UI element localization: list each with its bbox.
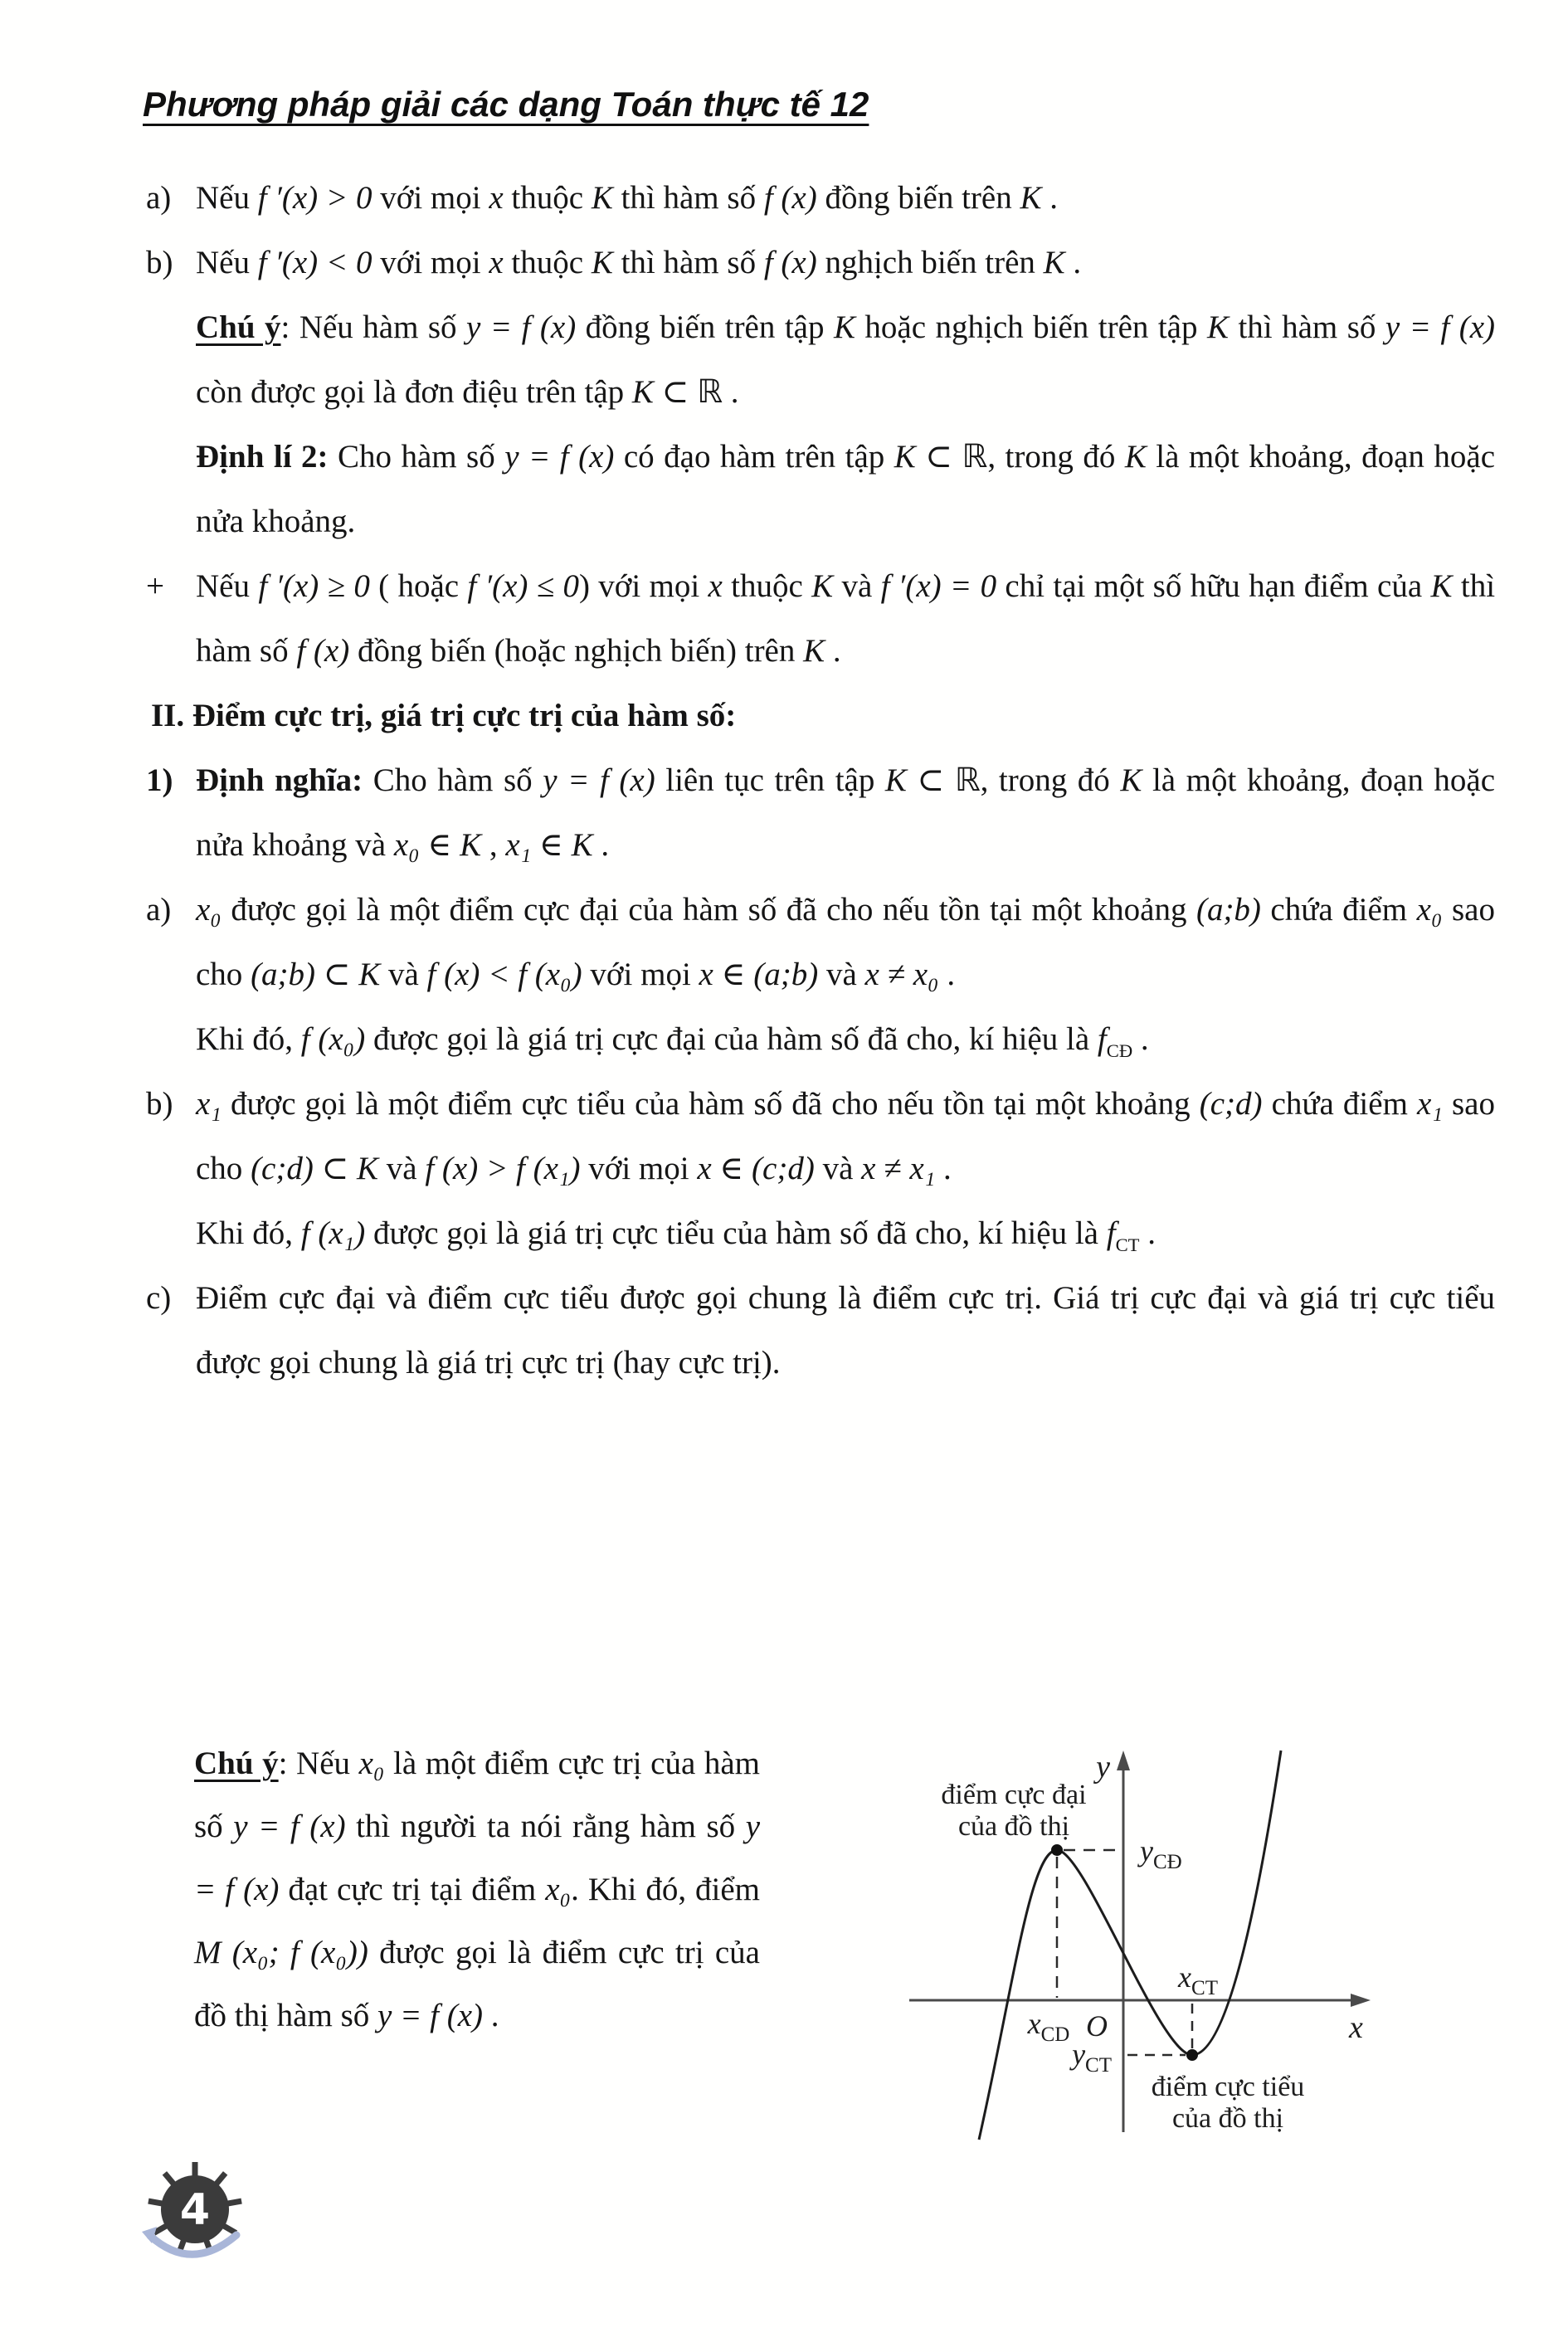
text-run: đồng biến trên	[816, 180, 1020, 216]
paragraph	[141, 166, 1495, 231]
text-run: và	[818, 957, 865, 992]
text-run: với mọi	[372, 245, 489, 280]
text-run: , trong đó	[980, 762, 1121, 798]
text-run: f ′(x) < 0	[257, 245, 373, 280]
list-marker: a)	[146, 180, 172, 216]
text-run: f ′(x) ≤ 0	[467, 568, 579, 604]
max-point-caption-line2: của đồ thị	[957, 1811, 1070, 1842]
text-run: x ≠ x₀	[864, 957, 939, 992]
text-run: f	[1106, 1215, 1116, 1251]
text-run: .	[825, 633, 841, 669]
y-ct-label	[1069, 2038, 1112, 2077]
text-run: .	[1139, 1215, 1156, 1251]
text-run: K	[803, 633, 825, 669]
text-run: x	[489, 245, 504, 280]
text-run: K	[1020, 180, 1042, 216]
paragraph	[141, 1072, 1495, 1201]
text-run: ,	[481, 827, 506, 863]
extrema-graph-figure	[898, 1727, 1435, 2155]
paragraph	[141, 1007, 1495, 1072]
maximum-point	[1051, 1844, 1063, 1856]
text-run: f (x) < f (x₀)	[426, 957, 582, 992]
text-run: .	[1132, 1021, 1149, 1057]
text-run: thì hàm số	[612, 180, 764, 216]
paragraph	[141, 1201, 1495, 1266]
min-point-caption-line1: điểm cực tiểu	[1151, 2072, 1305, 2102]
text-run: còn được gọi là đơn điệu trên tập	[196, 374, 632, 410]
text-run: K	[811, 568, 834, 604]
paragraph	[141, 425, 1495, 554]
text-run: Cho hàm số	[363, 762, 543, 798]
text-run: y = f (x)	[233, 1809, 346, 1844]
text-run: được gọi là giá trị cực tiểu của hàm số đã cho, kí hiệu là	[365, 1215, 1107, 1251]
paragraph	[141, 748, 1495, 878]
text-run: ) với mọi	[578, 568, 709, 604]
paragraph	[141, 1266, 1495, 1395]
text-run: , trong đó	[987, 439, 1125, 475]
y-cd-label	[1137, 1834, 1182, 1873]
text-run: x₀	[358, 1746, 385, 1781]
text-run: thì người ta nói rằng hàm số	[345, 1809, 746, 1844]
origin-label: O	[1086, 2009, 1108, 2043]
text-run: là một khoảng, đoạn hoặc nửa khoảng và	[196, 762, 1496, 863]
text-run: ( hoặc	[369, 568, 468, 604]
text-run: .	[1064, 245, 1082, 280]
text-run: được gọi là một điểm cực tiểu của hàm số đã cho nếu tồn tại một khoảng	[221, 1086, 1200, 1122]
text-run: thuộc	[503, 180, 592, 216]
text-run: Nếu	[196, 568, 259, 604]
text-run: CT	[1115, 1234, 1140, 1255]
text-run: là một khoảng, đoạn hoặc nửa khoảng.	[196, 439, 1496, 539]
x-ct-label	[1177, 1960, 1218, 1999]
text-run: y = f (x)	[543, 762, 655, 798]
page-header-title: Phương pháp giải các dạng Toán thực tế 12	[143, 85, 869, 124]
text-run: K	[1120, 762, 1142, 798]
text-run: (a;b)	[1195, 892, 1261, 928]
text-run: K	[1124, 439, 1147, 475]
text-run: có đạo hàm trên tập	[614, 439, 894, 475]
text-run: x ∈ (a;b)	[699, 957, 819, 992]
text-run: đồng biến (hoặc nghịch biến) trên	[349, 633, 804, 669]
text-run: (c;d)	[1199, 1086, 1263, 1122]
text-run: x₁	[1417, 1086, 1443, 1122]
text-run: CĐ	[1106, 1040, 1133, 1061]
text-run: thì hàm số	[1228, 309, 1385, 345]
page-number-badge	[135, 2155, 268, 2296]
text-run: f ′(x) ≥ 0	[258, 568, 370, 604]
min-point-caption-line2: của đồ thị	[1171, 2103, 1284, 2134]
text-run: được gọi là giá trị cực đại của hàm số đã cho, kí hiệu là	[365, 1021, 1098, 1057]
x-axis-arrow-icon	[1351, 1994, 1371, 2007]
text-run: f (x₀)	[300, 1021, 366, 1057]
text-run: đạt cực trị tại điểm	[279, 1872, 546, 1907]
text-run: và	[833, 568, 881, 604]
text-run: x₀	[545, 1872, 572, 1907]
text-run: x	[489, 180, 504, 216]
extrema-graph-svg	[898, 1727, 1435, 2155]
paragraph	[141, 554, 1495, 684]
text-run: với mọi	[372, 180, 489, 216]
paragraph	[141, 878, 1495, 1007]
paragraph	[141, 684, 1495, 748]
text-run: K ⊂ ℝ	[884, 762, 981, 798]
text-run: Nếu	[196, 245, 258, 280]
max-point-caption-line1: điểm cực đại	[941, 1780, 1087, 1810]
text-run: chỉ tại một số hữu hạn điểm của	[996, 568, 1431, 604]
x-axis-label: x	[1349, 2010, 1363, 2045]
text-run: y = f (x)	[377, 1998, 483, 2033]
text-run: f (x)	[763, 180, 817, 216]
text-run: x₀	[1416, 892, 1443, 928]
text-run: f	[1097, 1021, 1107, 1057]
text-run: M (x₀; f (x₀))	[194, 1935, 368, 1970]
text-run: hoặc nghịch biến trên tập	[855, 309, 1207, 345]
note-block	[141, 1732, 760, 2048]
text-run: K ⊂ ℝ	[894, 439, 988, 475]
text-run: K	[1206, 309, 1229, 345]
text-run: x ∈ (c;d)	[697, 1151, 815, 1186]
text-run: y = f (x)	[194, 1809, 760, 1907]
text-run: Định nghĩa:	[196, 762, 363, 798]
text-run: y = f (x)	[504, 439, 615, 475]
x-cd-sub: CD	[1040, 2023, 1070, 2046]
y-axis-arrow-icon	[1117, 1751, 1130, 1770]
text-run: là một điểm cực trị của hàm số	[194, 1746, 760, 1844]
text-run: K	[1430, 568, 1453, 604]
text-run: : Nếu	[278, 1746, 359, 1781]
text-run: x ≠ x₁	[861, 1151, 936, 1186]
list-marker: c)	[146, 1280, 172, 1316]
minimum-point	[1186, 2049, 1198, 2061]
text-run: liên tục trên tập	[655, 762, 885, 798]
text-run: f (x)	[763, 245, 817, 280]
text-run: x₁ ∈ K	[505, 827, 593, 863]
text-run: được gọi là một điểm cực đại của hàm số đã cho nếu tồn tại một khoảng	[221, 892, 1196, 928]
text-run: .	[483, 1998, 499, 2033]
list-marker: 1)	[146, 762, 173, 798]
text-run: y = f (x)	[466, 309, 577, 345]
text-run: chứa điểm	[1262, 1086, 1418, 1122]
text-run: .	[938, 957, 956, 992]
text-run: .	[723, 374, 739, 410]
text-run: Cho hàm số	[328, 439, 505, 475]
text-run: K	[1043, 245, 1065, 280]
x-ct-var: x	[1178, 1960, 1192, 1994]
text-run: K	[591, 180, 613, 216]
text-run: Chú ý	[194, 1746, 279, 1781]
text-run: đồng biến trên tập	[576, 309, 834, 345]
text-run: : Nếu hàm số	[280, 309, 467, 345]
text-run: II. Điểm cực trị, giá trị cực trị của hàm số:	[151, 698, 737, 733]
text-run: f ′(x) = 0	[880, 568, 997, 604]
text-run: f ′(x) > 0	[257, 180, 373, 216]
text-run: và	[814, 1151, 862, 1186]
text-run: K	[833, 309, 855, 345]
text-run: với mọi	[580, 1151, 698, 1186]
note-paragraph	[141, 1732, 760, 2048]
text-run: và	[380, 957, 427, 992]
y-ct-var: y	[1072, 2038, 1086, 2071]
text-run: y = f (x)	[1385, 309, 1496, 345]
text-run: .	[935, 1151, 952, 1186]
paragraph	[141, 231, 1495, 295]
text-run: Nếu	[196, 180, 258, 216]
text-run: x₁	[196, 1086, 222, 1122]
x-cd-label	[1027, 2007, 1070, 2046]
main-text-block	[141, 166, 1495, 1395]
text-run: chứa điểm	[1260, 892, 1417, 928]
text-run: x	[708, 568, 723, 604]
y-axis-label: y	[1096, 1750, 1110, 1785]
text-run: thuộc	[503, 245, 592, 280]
page-number: 4	[179, 2185, 211, 2235]
text-run: f (x)	[296, 633, 350, 669]
text-run: .	[592, 827, 610, 863]
paragraph	[141, 295, 1495, 425]
text-run: x₀	[196, 892, 222, 928]
text-run: Khi đó,	[196, 1021, 301, 1057]
text-run: và	[378, 1151, 426, 1186]
text-run: K	[591, 245, 613, 280]
text-run: .	[1041, 180, 1058, 216]
text-run: f (x₁)	[300, 1215, 366, 1251]
y-ct-sub: CT	[1085, 2054, 1112, 2077]
text-run: x₀ ∈ K	[393, 827, 482, 863]
page-number-gear-svg	[135, 2155, 268, 2296]
y-cd-var: y	[1140, 1834, 1153, 1867]
text-run: Chú ý	[196, 309, 281, 345]
text-run: được gọi là điểm cực trị của đồ thị hàm số	[194, 1935, 760, 2033]
x-cd-var: x	[1027, 2007, 1041, 2040]
text-run: (a;b) ⊂ K	[251, 957, 381, 992]
text-run: sao cho	[196, 1086, 1495, 1186]
text-run: Định lí 2:	[196, 439, 329, 475]
text-run: nghịch biến trên	[816, 245, 1044, 280]
list-marker: b)	[146, 1086, 173, 1122]
x-ct-sub: CT	[1191, 1977, 1218, 1999]
text-run: . Khi đó, điểm	[571, 1872, 761, 1907]
text-run: f (x) > f (x₁)	[425, 1151, 581, 1186]
text-run: Khi đó,	[196, 1215, 301, 1251]
text-run: sao cho	[196, 892, 1495, 992]
text-run: K ⊂ ℝ	[631, 374, 723, 410]
y-cd-sub: CĐ	[1152, 1851, 1182, 1873]
list-marker: b)	[146, 245, 173, 280]
list-marker: +	[146, 568, 164, 604]
text-run: thì hàm số	[196, 568, 1496, 669]
text-run: thì hàm số	[612, 245, 764, 280]
list-marker: a)	[146, 892, 172, 928]
text-run: (c;d) ⊂ K	[251, 1151, 379, 1186]
text-run: thuộc	[722, 568, 812, 604]
text-run: Điểm cực đại và điểm cực tiểu được gọi chung là điểm cực trị. Giá trị cực đại và giá trị cực tiểu được gọi chung là giá trị cực trị (hay cực trị).	[196, 1280, 1495, 1381]
text-run: với mọi	[582, 957, 699, 992]
